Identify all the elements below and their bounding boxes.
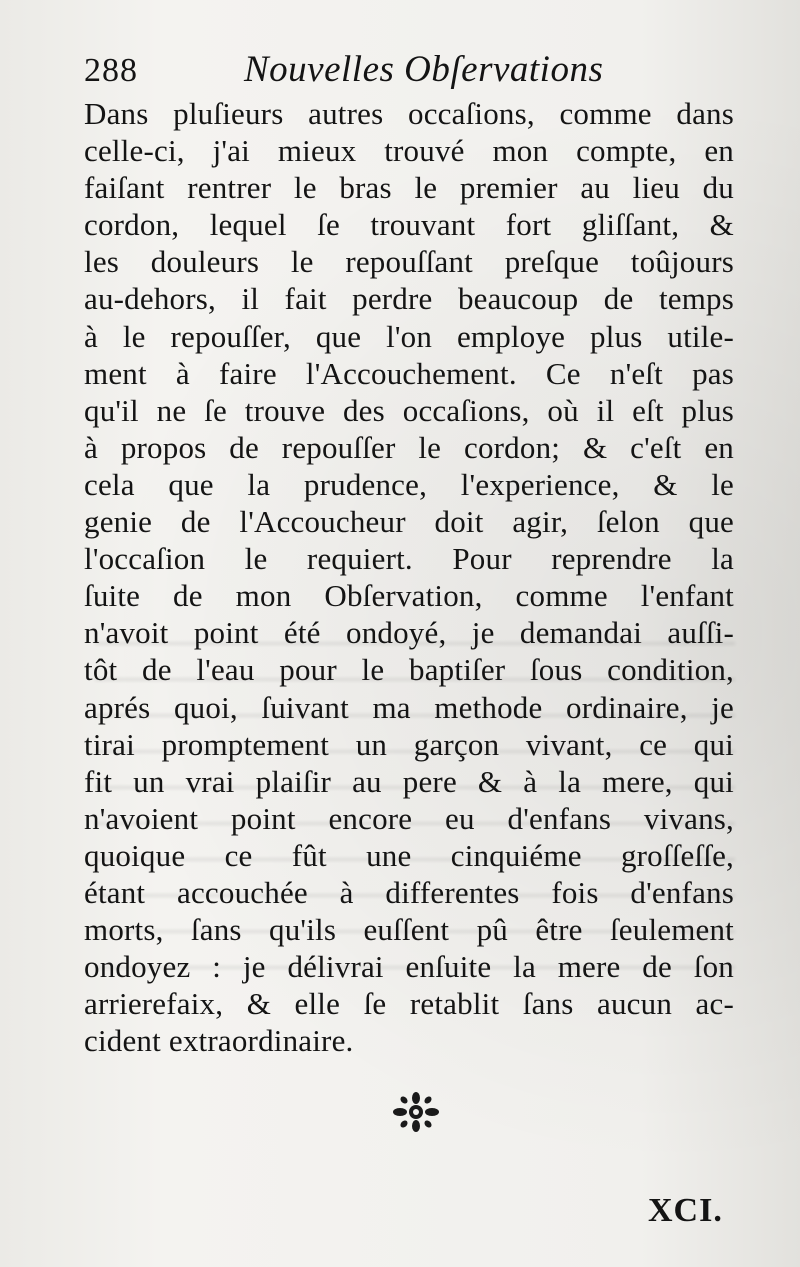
text-line: au-dehors, il fait perdre beaucoup de temps [84,281,734,317]
text-line: aprés quoi, ſuivant ma methode ordinaire, je [84,689,734,725]
text-line: quoique ce fût une cinquiéme groſſeſſe, [84,837,734,873]
text-line: à propos de repouſſer le cordon; & c'eſt en [84,429,734,465]
text-line: cela que la prudence, l'experience, & le [84,466,734,502]
text-line: tirai promptement un garçon vivant, ce qui [84,726,734,762]
signature-mark: XCI. [648,1192,723,1229]
text-line: n'avoient point encore eu d'enfans vivans, [84,800,734,836]
text-line: l'occaſion le requiert. Pour reprendre la [84,541,734,577]
text-line: ment à faire l'Accouchement. Ce n'eſt pas [84,355,734,391]
text-line: arrierefaix, & elle ſe retablit ſans aucun ac- [84,986,734,1022]
text-line: celle-ci, j'ai mieux trouvé mon compte, en [84,133,734,169]
page-number: 288 [84,52,138,89]
text-line: ſuite de mon Obſervation, comme l'enfant [84,578,734,614]
text-line: faiſant rentrer le bras le premier au lieu du [84,170,734,206]
text-line: qu'il ne ſe trouve des occaſions, où il eſt plus [84,392,734,428]
text-line: Dans pluſieurs autres occaſions, comme dans [84,96,734,131]
running-title: Nouvelles Obſervations [244,49,604,90]
body-text [84,95,734,1059]
text-line: ondoyez : je délivrai enſuite la mere de ſon [84,949,734,985]
text-line: n'avoit point été ondoyé, je demandai auſſi- [84,615,734,651]
text-line: les douleurs le repouſſant preſque toûjours [84,244,734,280]
text-line: étant accouchée à differentes fois d'enfans [84,874,734,910]
text-line: fit un vrai plaiſir au pere & à la mere, qui [84,763,734,799]
text-line: cident extraordinaire. [84,1023,354,1059]
text-line: genie de l'Accoucheur doit agir, ſelon que [84,504,734,540]
text-line: à le repouſſer, que l'on employe plus utile- [84,318,734,354]
text-line: morts, ſans qu'ils euſſent pû être ſeulement [84,912,734,948]
text-line: cordon, lequel ſe trouvant fort gliſſant, & [84,207,734,243]
fleuron-ornament-icon [390,1090,442,1134]
page-header [84,46,604,92]
text-line: tôt de l'eau pour le baptiſer ſous condition, [84,652,734,688]
